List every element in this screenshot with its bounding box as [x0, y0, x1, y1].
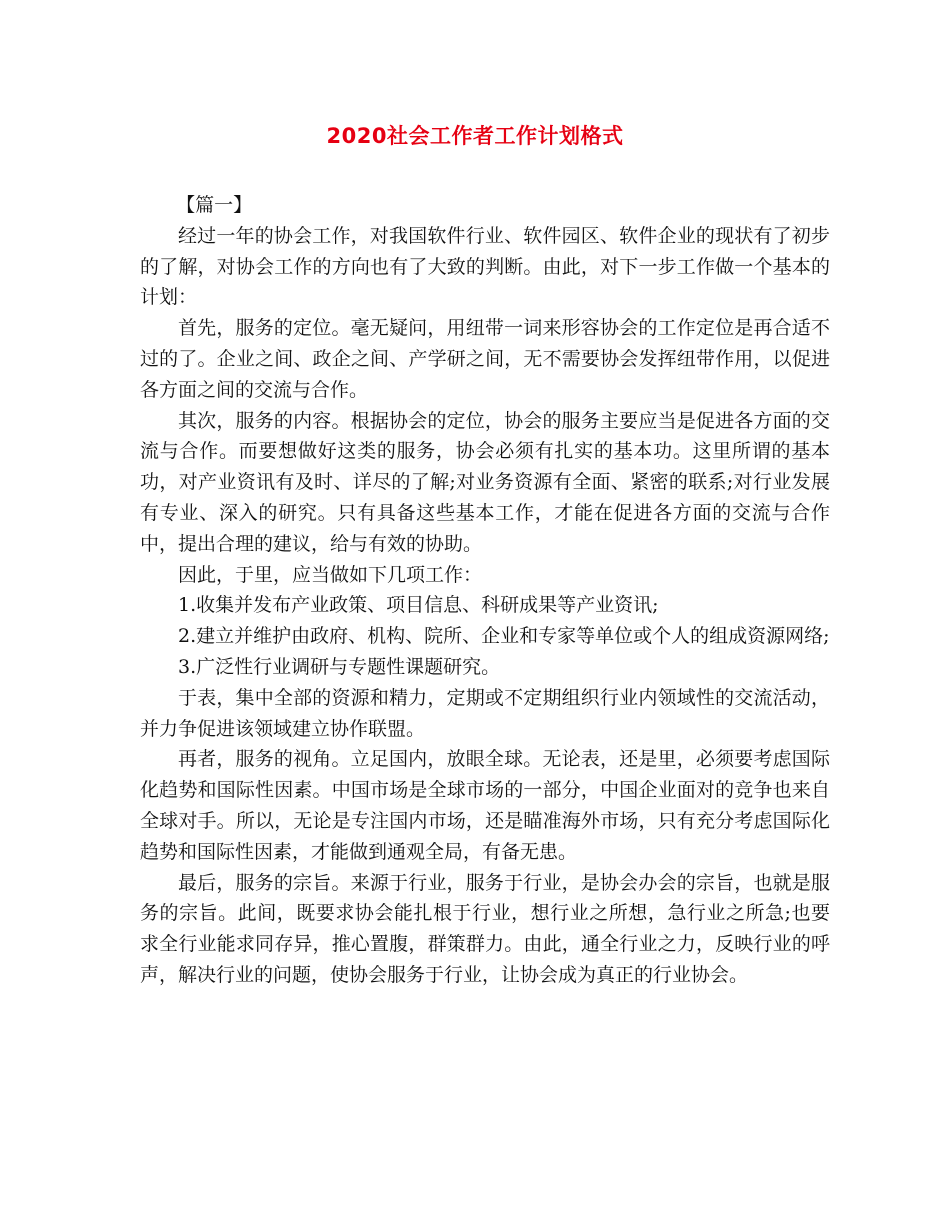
- list-item-3: 3.广泛性行业调研与专题性课题研究。: [178, 655, 501, 678]
- paragraph-outward: 于表，集中全部的资源和精力，定期或不定期组织行业内领域性的交流活动，并力争促进该领域建立协作联盟。: [140, 686, 830, 740]
- document-body: [140, 190, 830, 991]
- paragraph-positioning: 首先，服务的定位。毫无疑问，用纽带一词来形容协会的工作定位是再合适不过的了。企业之间、政企之间、产学研之间，无不需要协会发挥纽带作用，以促进各方面之间的交流与合作。: [140, 317, 830, 401]
- paragraph-perspective: 再者，服务的视角。立足国内，放眼全球。无论表，还是里，必须要考虑国际化趋势和国际性因素。中国市场是全球市场的一部分，中国企业面对的竞争也来自全球对手。所以，无论是专注国内市场，还是瞄准海外市场，只有充分考虑国际化趋势和国际性因素，才能做到通观全局，有备无患。: [140, 748, 830, 863]
- list-item-2: 2.建立并维护由政府、机构、院所、企业和专家等单位或个人的组成资源网络;: [178, 625, 830, 648]
- section-heading: 【篇一】: [176, 194, 253, 216]
- paragraph-intro: 经过一年的协会工作，对我国软件行业、软件园区、软件企业的现状有了初步的了解，对协会工作的方向也有了大致的判断。由此，对下一步工作做一个基本的计划：: [140, 224, 830, 309]
- paragraph-therefore: 因此，于里，应当做如下几项工作：: [178, 563, 483, 586]
- list-item-1: 1.收集并发布产业政策、项目信息、科研成果等产业资讯;: [178, 594, 659, 617]
- document-title: 2020社会工作者工作计划格式: [326, 124, 624, 148]
- paragraph-content: 其次，服务的内容。根据协会的定位，协会的服务主要应当是促进各方面的交流与合作。而要想做好这类的服务，协会必须有扎实的基本功。这里所谓的基本功，对产业资讯有及时、详尽的了解;对业务资源有全面、紧密的联系;对行业发展有专业、深入的研究。只有具备这些基本工作，才能在促进各方面的交流与合作中，提出合理的建议，给与有效的协助。: [140, 409, 830, 555]
- paragraph-purpose: 最后，服务的宗旨。来源于行业，服务于行业，是协会办会的宗旨，也就是服务的宗旨。此间，既要求协会能扎根于行业，想行业之所想，急行业之所急;也要求全行业能求同存异，推心置腹，群策群力。由此，通全行业之力，反映行业的呼声，解决行业的问题，使协会服务于行业，让协会成为真正的行业协会。: [140, 871, 830, 986]
